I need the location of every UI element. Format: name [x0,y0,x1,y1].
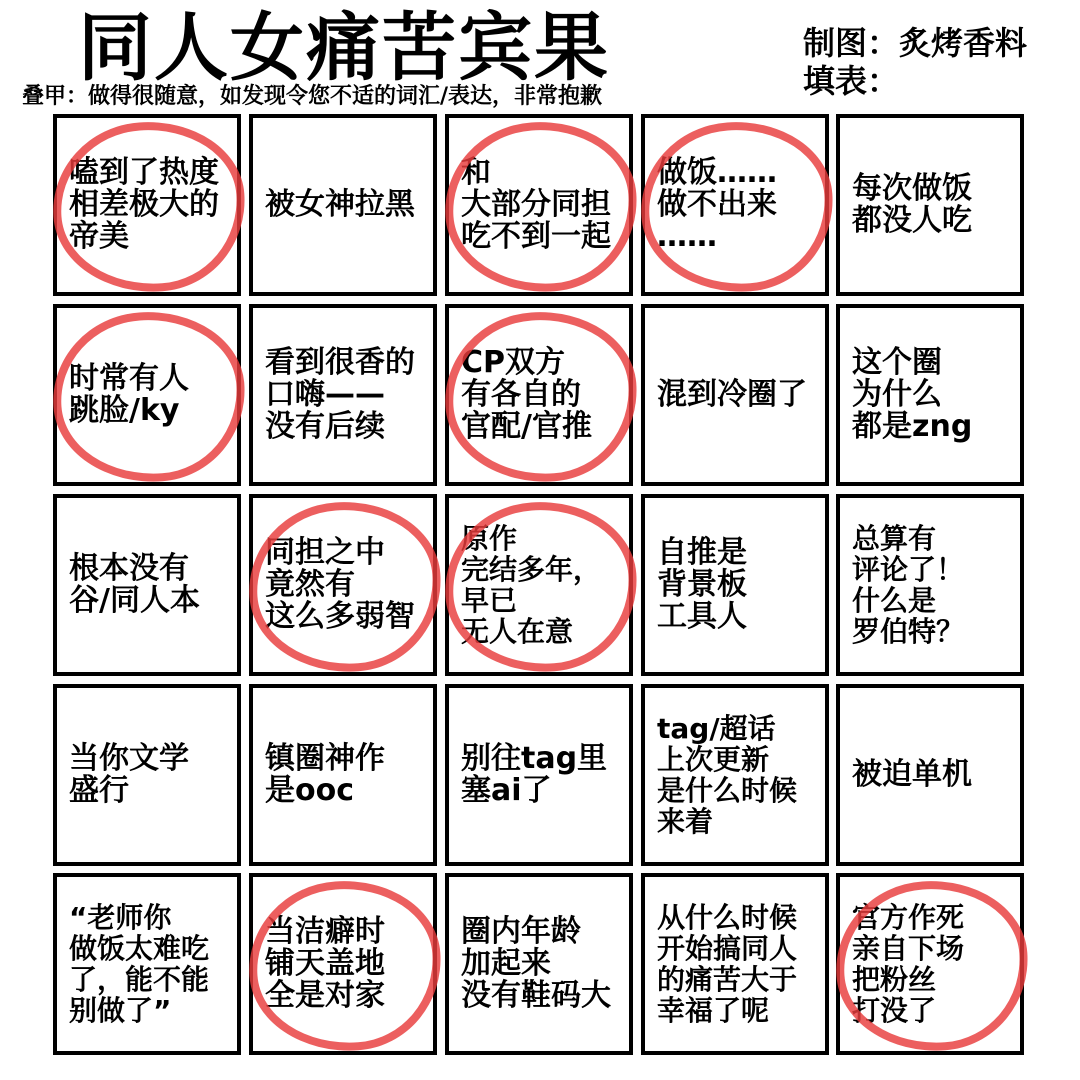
bingo-cell[interactable] [445,873,633,1055]
bingo-cell[interactable] [641,684,829,866]
bingo-cell-text: CP双方 有各自的 官配/官推 [461,345,592,444]
bingo-cell[interactable] [445,494,633,676]
bingo-cell-text: 当你文学 盛行 [69,741,189,808]
bingo-cell-text: 时常有人 跳脸/ky [69,361,189,428]
bingo-cell[interactable] [249,494,437,676]
disclaimer-text: 叠甲：做得很随意，如发现令您不适的词汇/表达，非常抱歉 [22,84,603,109]
bingo-cell[interactable] [641,114,829,296]
bingo-cell-text: 圈内年龄 加起来 没有鞋码大 [461,914,611,1013]
bingo-cell[interactable] [836,494,1024,676]
bingo-cell[interactable] [53,873,241,1055]
filled-by-label: 填表： [803,62,900,100]
bingo-cell-text: 别往tag里 塞ai了 [461,741,608,808]
bingo-cell-text: 官方作死 亲自下场 把粉丝 打没了 [852,901,965,1027]
bingo-cell[interactable] [445,304,633,486]
bingo-cell[interactable] [249,873,437,1055]
bingo-cell[interactable] [249,114,437,296]
bingo-cell-text: 从什么时候 开始搞同人 的痛苦大于 幸福了呢 [657,901,798,1027]
bingo-cell-text: 看到很香的 口嗨—— 没有后续 [265,345,415,444]
bingo-cell[interactable] [53,684,241,866]
bingo-cell-text: 原作 完结多年， 早已 无人在意 [461,522,602,648]
bingo-cell[interactable] [445,114,633,296]
bingo-cell[interactable] [53,114,241,296]
bingo-cell-text: 被女神拉黑 [265,187,415,222]
bingo-cell[interactable] [53,494,241,676]
bingo-cell-text: 总算有 评论了！ 什么是 罗伯特？ [852,522,965,648]
bingo-cell-text: 嗑到了热度 相差极大的 帝美 [69,155,219,254]
bingo-cell[interactable] [836,873,1024,1055]
bingo-cell[interactable] [641,304,829,486]
bingo-cell[interactable] [445,684,633,866]
bingo-cell-text: 和 大部分同担 吃不到一起 [461,155,611,254]
bingo-cell[interactable] [249,304,437,486]
bingo-cell-text: 镇圈神作 是ooc [265,741,385,808]
bingo-cell-text: 每次做饭 都没人吃 [852,171,972,238]
bingo-cell-text: 做饭…… 做不出来 …… [657,155,777,254]
bingo-cell-text: 这个圈 为什么 都是zng [852,345,973,444]
bingo-cell-text: 混到冷圈了 [657,377,807,412]
bingo-cell-text: 当洁癖时 铺天盖地 全是对家 [265,914,385,1013]
bingo-cell[interactable] [836,684,1024,866]
bingo-cell[interactable] [641,873,829,1055]
bingo-cell[interactable] [641,494,829,676]
bingo-cell[interactable] [836,304,1024,486]
bingo-cell-text: tag/超话 上次更新 是什么时候 来着 [657,712,798,838]
page-title: 同人女痛苦宾果 [78,5,610,91]
bingo-cell-text: 根本没有 谷/同人本 [69,551,200,618]
bingo-cell-text: 同担之中 竟然有 这么多弱智 [265,535,415,634]
bingo-cell-text: 被迫单机 [852,757,972,792]
bingo-cell-text: “老师你 做饭太难吃 了，能不能 别做了” [69,901,210,1027]
bingo-cell[interactable] [53,304,241,486]
bingo-cell[interactable] [249,684,437,866]
bingo-cell-text: 自推是 背景板 工具人 [657,535,747,634]
made-by-label: 制图：炙烤香料 [803,24,1028,62]
bingo-cell[interactable] [836,114,1024,296]
